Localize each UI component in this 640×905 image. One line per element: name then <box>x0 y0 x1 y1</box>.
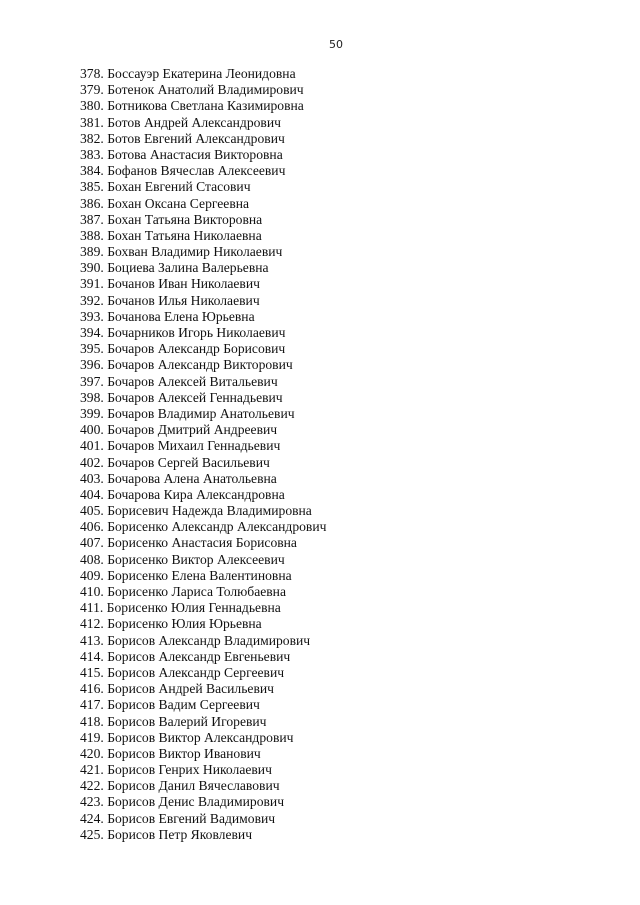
page-number: 50 <box>329 38 343 51</box>
list-item: 387. Бохан Татьяна Викторовна <box>80 211 263 227</box>
list-item: 391. Бочанов Иван Николаевич <box>80 276 260 292</box>
list-item: 414. Борисов Александр Евгеньевич <box>80 648 291 664</box>
list-item: 401. Бочаров Михаил Геннадьевич <box>80 438 281 454</box>
list-item: 408. Борисенко Виктор Алексеевич <box>80 551 285 567</box>
list-item: 399. Бочаров Владимир Анатольевич <box>80 405 295 421</box>
list-item: 419. Борисов Виктор Александрович <box>80 729 294 745</box>
list-item: 393. Бочанова Елена Юрьевна <box>80 308 255 324</box>
list-item: 423. Борисов Денис Владимирович <box>80 794 285 810</box>
list-item: 384. Бофанов Вячеслав Алексеевич <box>80 163 286 179</box>
list-item: 424. Борисов Евгений Вадимович <box>80 810 276 826</box>
list-item: 383. Ботова Анастасия Викторовна <box>80 146 283 162</box>
list-item: 380. Ботникова Светлана Казимировна <box>80 98 304 114</box>
list-item: 392. Бочанов Илья Николаевич <box>80 292 260 308</box>
list-item: 420. Борисов Виктор Иванович <box>80 745 261 761</box>
list-item: 418. Борисов Валерий Игоревич <box>80 713 267 729</box>
list-item: 398. Бочаров Алексей Геннадьевич <box>80 389 283 405</box>
list-item: 405. Борисевич Надежда Владимировна <box>80 503 312 519</box>
list-item: 396. Бочаров Александр Викторович <box>80 357 293 373</box>
list-item: 397. Бочаров Алексей Витальевич <box>80 373 278 389</box>
list-item: 402. Бочаров Сергей Васильевич <box>80 454 270 470</box>
list-item: 409. Борисенко Елена Валентиновна <box>80 567 292 583</box>
list-item: 425. Борисов Петр Яковлевич <box>80 826 253 842</box>
list-item: 378. Боссауэр Екатерина Леонидовна <box>80 66 296 81</box>
list-item: 403. Бочарова Алена Анатольевна <box>80 470 277 486</box>
list-item: 417. Борисов Вадим Сергеевич <box>80 697 260 713</box>
list-item: 382. Ботов Евгений Александрович <box>80 130 285 146</box>
name-list <box>80 66 326 843</box>
list-item: 381. Ботов Андрей Александрович <box>80 114 281 130</box>
list-item: 406. Борисенко Александр Александрович <box>80 519 327 535</box>
list-item: 404. Бочарова Кира Александровна <box>80 486 285 502</box>
list-item: 379. Ботенок Анатолий Владимирович <box>80 82 304 98</box>
list-item: 411. Борисенко Юлия Геннадьевна <box>80 600 281 616</box>
list-item: 413. Борисов Александр Владимирович <box>80 632 311 648</box>
list-item: 412. Борисенко Юлия Юрьевна <box>80 616 262 632</box>
list-item: 390. Боциева Залина Валерьевна <box>80 260 269 276</box>
list-item: 395. Бочаров Александр Борисович <box>80 341 286 357</box>
list-item: 394. Бочарников Игорь Николаевич <box>80 325 286 340</box>
list-item: 388. Бохан Татьяна Николаевна <box>80 227 262 243</box>
list-item: 407. Борисенко Анастасия Борисовна <box>80 535 297 551</box>
list-item: 386. Бохан Оксана Сергеевна <box>80 195 250 211</box>
list-item: 389. Бохван Владимир Николаевич <box>80 244 283 260</box>
list-item: 410. Борисенко Лариса Толюбаевна <box>80 584 286 599</box>
list-item: 416. Борисов Андрей Васильевич <box>80 681 274 697</box>
list-item: 415. Борисов Александр Сергеевич <box>80 664 285 680</box>
list-item: 421. Борисов Генрих Николаевич <box>80 762 272 778</box>
list-item: 400. Бочаров Дмитрий Андреевич <box>80 422 278 438</box>
list-item: 385. Бохан Евгений Стасович <box>80 179 251 195</box>
list-item: 422. Борисов Данил Вячеславович <box>80 778 280 794</box>
